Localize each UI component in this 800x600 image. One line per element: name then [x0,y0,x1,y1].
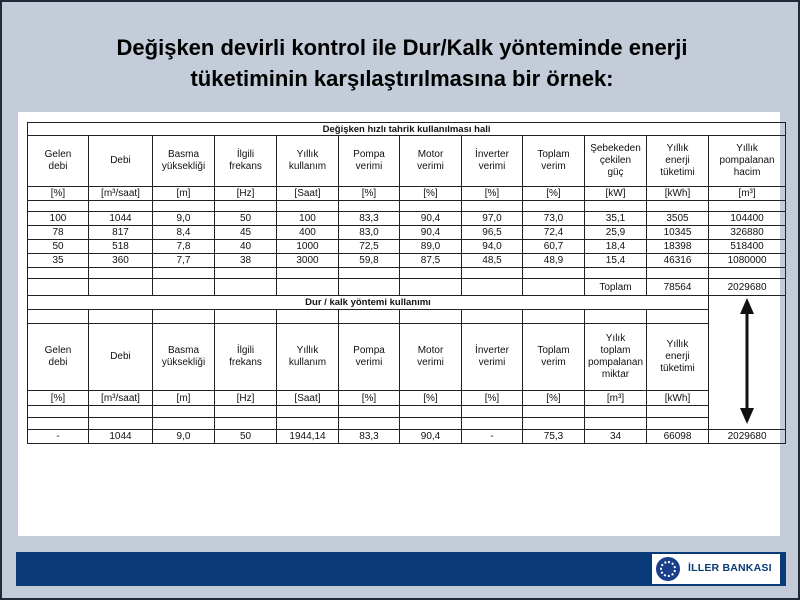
data-cell: 360 [89,254,153,268]
column-header: Şebekeden çekilen güç [585,136,647,187]
data-cell: 3505 [647,212,709,226]
data-cell: 25,9 [585,226,647,240]
slide-title [2,32,800,94]
title-line-1: Değişken devirli kontrol ile Dur/Kalk yönteminde enerji [116,35,688,60]
column-header: İnverter verimi [462,323,523,391]
data-cell: 90,4 [400,212,462,226]
data-cell: 97,0 [462,212,523,226]
unit-cell: [Saat] [277,391,339,406]
unit-cell: [kWh] [647,187,709,201]
column-header: Basma yüksekliği [153,136,215,187]
column-header: Yıllık enerji tüketimi [647,136,709,187]
gap-row [28,418,786,430]
unit-cell: [m³] [709,187,786,201]
data-cell: 50 [215,212,277,226]
data-cell: 7,7 [153,254,215,268]
column-header: Motor verimi [400,136,462,187]
column-header: İnverter verimi [462,136,523,187]
section2-title: Dur / kalk yöntemi kullanımı [28,296,709,310]
comparison-table [27,122,786,444]
data-cell: 75,3 [523,430,585,444]
data-cell: 78 [28,226,89,240]
unit-cell: [%] [339,187,400,201]
column-header: Yıllık kullanım [277,323,339,391]
unit-cell: [m³/saat] [89,391,153,406]
unit-cell: [m³] [585,391,647,406]
data-cell: 87,5 [400,254,462,268]
data-cell: 83,0 [339,226,400,240]
unit-cell: [%] [462,187,523,201]
title-line-2: tüketiminin karşılaştırılmasına bir örnek: [190,66,614,91]
data-cell: 100 [28,212,89,226]
data-cell: 90,4 [400,226,462,240]
column-header: Debi [89,323,153,391]
data-cell: 18,4 [585,240,647,254]
data-cell: 66098 [647,430,709,444]
data-cell: 38 [215,254,277,268]
data-cell: 1044 [89,212,153,226]
column-header: Gelen debi [28,323,89,391]
data-cell: 60,7 [523,240,585,254]
data-cell: 1944,14 [277,430,339,444]
column-header: Yıllık enerji tüketimi [647,323,709,391]
column-header: Motor verimi [400,323,462,391]
column-header: Debi [89,136,153,187]
column-header: Yıllık kullanım [277,136,339,187]
unit-cell: [Hz] [215,391,277,406]
data-cell: 96,5 [462,226,523,240]
data-cell: 15,4 [585,254,647,268]
data-cell: 45 [215,226,277,240]
data-cell: 35 [28,254,89,268]
total-energy: 78564 [647,279,709,296]
data-cell: 90,4 [400,430,462,444]
data-cell: 89,0 [400,240,462,254]
double-arrow-cell [709,296,786,430]
data-cell: 8,4 [153,226,215,240]
data-cell: 1000 [277,240,339,254]
data-cell: - [462,430,523,444]
data-cell: 46316 [647,254,709,268]
data-cell: 3000 [277,254,339,268]
column-header: Gelen debi [28,136,89,187]
bank-emblem-icon [654,555,682,583]
data-cell: 34 [585,430,647,444]
data-cell: 50 [215,430,277,444]
data-cell: 35,1 [585,212,647,226]
data-cell: 518 [89,240,153,254]
double-arrow-icon [717,296,777,426]
unit-cell: [%] [523,391,585,406]
data-cell: 83,3 [339,212,400,226]
data-cell: 100 [277,212,339,226]
unit-cell: [m] [153,391,215,406]
data-cell: 83,3 [339,430,400,444]
unit-cell: [m³/saat] [89,187,153,201]
data-cell: 18398 [647,240,709,254]
data-cell: 518400 [709,240,786,254]
data-cell: 48,5 [462,254,523,268]
total-volume: 2029680 [709,279,786,296]
data-cell: 10345 [647,226,709,240]
column-header: Pompa verimi [339,136,400,187]
data-cell: 326880 [709,226,786,240]
data-cell: 73,0 [523,212,585,226]
unit-cell: [kWh] [647,391,709,406]
unit-cell: [%] [400,391,462,406]
section1-title: Değişken hızlı tahrik kullanılması hali [28,123,786,136]
data-cell: 72,4 [523,226,585,240]
logo-text: İLLER BANKASI [688,562,772,574]
data-cell: 1044 [89,430,153,444]
unit-cell: [kW] [585,187,647,201]
column-header: Yıllık pompalanan hacim [709,136,786,187]
data-cell: 1080000 [709,254,786,268]
data-cell: 2029680 [709,430,786,444]
unit-cell: [Saat] [277,187,339,201]
spacer-row [28,309,786,323]
unit-cell: [%] [28,187,89,201]
data-cell: 72,5 [339,240,400,254]
gap-row [28,201,786,212]
column-header: Toplam verim [523,136,585,187]
data-cell: 817 [89,226,153,240]
unit-cell: [%] [462,391,523,406]
column-header: Basma yüksekliği [153,323,215,391]
unit-cell: [m] [153,187,215,201]
data-cell: - [28,430,89,444]
unit-cell: [%] [339,391,400,406]
data-cell: 59,8 [339,254,400,268]
unit-cell: [%] [523,187,585,201]
data-cell: 400 [277,226,339,240]
scanned-table-image [18,112,780,536]
unit-cell: [%] [400,187,462,201]
column-header: İlgili frekans [215,323,277,391]
data-cell: 9,0 [153,430,215,444]
column-header: Pompa verimi [339,323,400,391]
total-label: Toplam [585,279,647,296]
section1-total-row [28,279,786,296]
unit-cell: [%] [28,391,89,406]
unit-cell: [Hz] [215,187,277,201]
data-cell: 7,8 [153,240,215,254]
column-header: Yılık toplam pompalanan miktar [585,323,647,391]
data-cell: 40 [215,240,277,254]
gap-row [28,406,786,418]
column-header: Toplam verim [523,323,585,391]
data-cell: 48,9 [523,254,585,268]
iller-bankasi-logo [652,554,780,584]
data-cell: 50 [28,240,89,254]
gap-row [28,268,786,279]
data-cell: 94,0 [462,240,523,254]
data-cell: 9,0 [153,212,215,226]
column-header: İlgili frekans [215,136,277,187]
data-cell: 104400 [709,212,786,226]
